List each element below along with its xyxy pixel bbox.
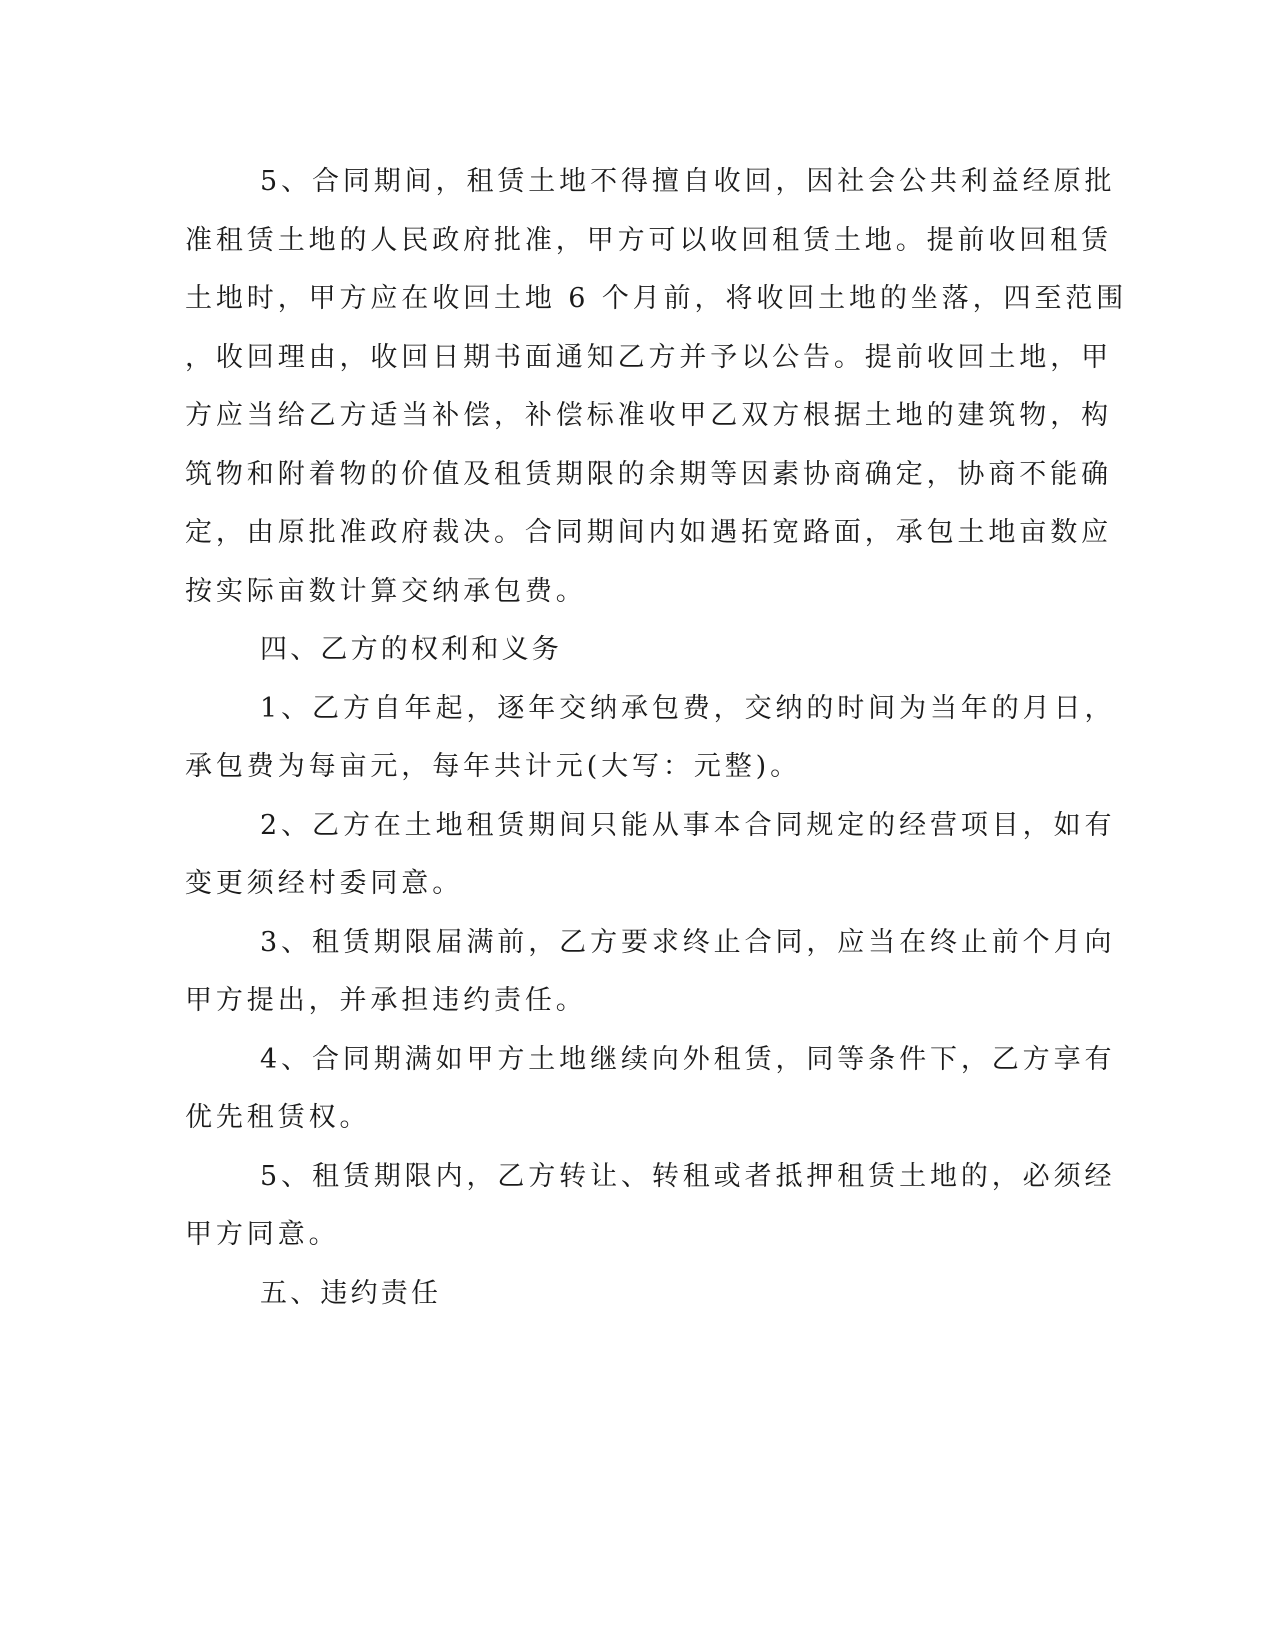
section-heading-4: 四、乙方的权利和义务 [260, 634, 562, 665]
clause-3-5-line-5: 方应当给乙方适当补偿，补偿标准收甲乙双方根据土地的建筑物，构 [185, 400, 1112, 431]
clause-3-5-line-7: 定，由原批准政府裁决。合同期间内如遇拓宽路面，承包土地亩数应 [185, 517, 1112, 548]
clause-3-5-line-6: 筑物和附着物的价值及租赁期限的余期等因素协商确定，协商不能确 [185, 459, 1112, 490]
clause-4-5-line-1: 5、租赁期限内，乙方转让、转租或者抵押租赁土地的，必须经 [260, 1161, 1116, 1192]
clause-3-5-line-3: 土地时，甲方应在收回土地 6 个月前，将收回土地的坐落，四至范围 [185, 283, 1128, 314]
clause-4-5-line-2: 甲方同意。 [185, 1219, 340, 1250]
clause-4-1-line-1: 1、乙方自年起，逐年交纳承包费，交纳的时间为当年的月日， [260, 693, 1116, 724]
clause-3-5-line-1: 5、合同期间，租赁土地不得擅自收回，因社会公共利益经原批 [260, 166, 1116, 197]
clause-3-5-line-2: 准租赁土地的人民政府批准，甲方可以收回租赁土地。提前收回租赁 [185, 225, 1112, 256]
section-heading-5: 五、违约责任 [260, 1278, 442, 1309]
clause-4-2-line-1: 2、乙方在土地租赁期间只能从事本合同规定的经营项目，如有 [260, 810, 1116, 841]
clause-4-3-line-1: 3、租赁期限届满前，乙方要求终止合同，应当在终止前个月向 [260, 927, 1116, 958]
clause-4-4-line-1: 4、合同期满如甲方土地继续向外租赁，同等条件下，乙方享有 [260, 1044, 1116, 1075]
clause-4-2-line-2: 变更须经村委同意。 [185, 868, 464, 899]
clause-3-5-line-4: ，收回理由，收回日期书面通知乙方并予以公告。提前收回土地，甲 [185, 342, 1112, 373]
clause-4-1-line-2: 承包费为每亩元，每年共计元(大写：元整)。 [185, 751, 801, 782]
clause-4-4-line-2: 优先租赁权。 [185, 1102, 371, 1133]
clause-3-5-line-8: 按实际亩数计算交纳承包费。 [185, 576, 587, 607]
clause-4-3-line-2: 甲方提出，并承担违约责任。 [185, 985, 587, 1016]
